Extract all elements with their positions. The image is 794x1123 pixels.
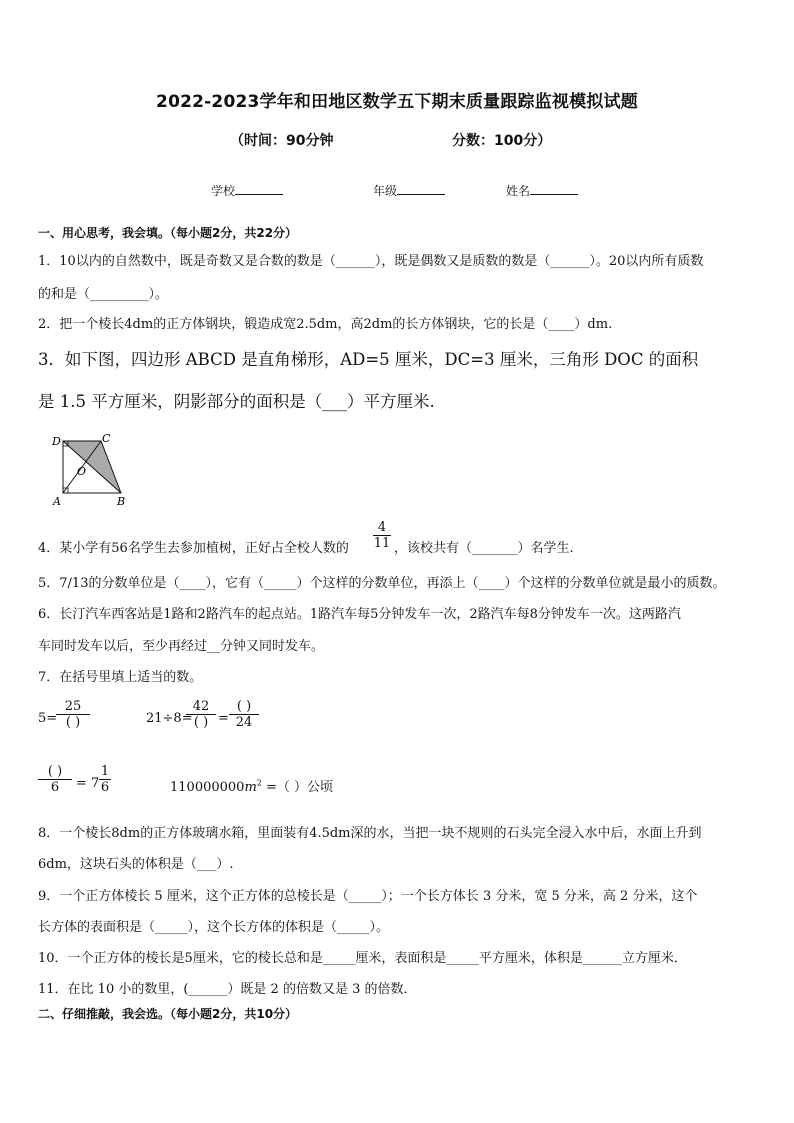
- q7-eq3-fraction1: ( ) 6: [38, 764, 72, 795]
- section-1-heading: 一、用心思考，我会填。（每小题2分，共22分）: [38, 226, 298, 240]
- q7-eq1-left: 5=: [38, 711, 58, 726]
- q7-eq2-fraction1: 42 ( ): [186, 699, 216, 730]
- grade-field[interactable]: 年级: [373, 182, 445, 199]
- q4-fraction: $\frac{4}{11}$: [373, 520, 391, 551]
- q7-eq2-fraction2: ( ) 24: [229, 699, 259, 730]
- q7-eq1-fraction: 25 ( ): [56, 699, 90, 730]
- question-10: 10．一个正方体的棱长是5厘米，它的棱长总和是_____厘米，表面积是_____平方厘米，体积是______立方厘米．: [38, 951, 687, 966]
- label-d: D: [52, 435, 61, 448]
- question-6-line2: 车同时发车以后，至少再经过__分钟又同时发车。: [38, 639, 325, 654]
- question-4-before: 4．某小学有56名学生去参加植树，正好占全校人数的: [38, 541, 349, 556]
- label-c: C: [102, 432, 111, 445]
- question-9-line2: 长方体的表面积是（_____），这个长方体的体积是（_____）。: [38, 920, 390, 935]
- question-11: 11．在比 10 小的数里，(______）既是 2 的倍数又是 3 的倍数．: [38, 982, 417, 997]
- exam-score: 分数：100分）: [452, 133, 552, 149]
- question-8-line1: 8．一个棱长8dm的正方体玻璃水箱，里面装有4.5dm深的水，当把一块不规则的石头完全浸入水中后，水面上升到: [38, 826, 702, 841]
- school-field[interactable]: 学校: [211, 182, 283, 199]
- q7-eq2-left: 21÷8=: [146, 711, 193, 726]
- q7-eq2-equals: =: [218, 711, 229, 726]
- question-4-after: ，该校共有（_______）名学生.: [394, 541, 574, 556]
- page-title: 2022-2023学年和田地区数学五下期末质量跟踪监视模拟试题: [156, 92, 638, 112]
- question-3-line2: 是 1.5 平方厘米，阴影部分的面积是（___）平方厘米.: [38, 392, 435, 411]
- q7-eq3-fraction2: $\frac{1}{6}$: [100, 764, 110, 795]
- label-o: O: [77, 465, 87, 478]
- question-7-stem: 7．在括号里填上适当的数。: [38, 670, 203, 685]
- exam-time: （时间：90分钟: [230, 133, 334, 149]
- q7-eq4: $110000000m^2$ =（ ）公顷: [170, 778, 334, 795]
- question-8-line2: 6dm，这块石头的体积是（___）.: [38, 857, 234, 872]
- label-b: B: [117, 495, 126, 508]
- question-1-line2: 的和是（_________）。: [38, 287, 169, 302]
- question-9-line1: 9．一个正方体棱长 5 厘米，这个正方体的总棱长是（_____）；一个长方体长 3 分米，宽 5 分米，高 2 分米，这个: [38, 889, 698, 904]
- question-6-line1: 6．长汀汽车西客站是1路和2路汽车的起点站。1路汽车每5分钟发车一次，2路汽车每8分钟发车一次。这两路汽: [38, 607, 681, 622]
- question-3-line1: 3．如下图，四边形 ABCD 是直角梯形，AD=5 厘米，DC=3 厘米，三角形 DOC 的面积: [38, 350, 699, 369]
- section-2-heading: 二、仔细推敲，我会选。（每小题2分，共10分）: [38, 1007, 298, 1021]
- question-2: 2．把一个棱长4dm的正方体钢块，锻造成宽2.5dm，高2dm的长方体钢块，它的长是（____）dm.: [38, 317, 613, 332]
- trapezoid-figure: [44, 430, 134, 510]
- name-field[interactable]: 姓名: [506, 182, 578, 199]
- question-5: 5．7/13的分数单位是（____），它有（_____）个这样的分数单位，再添上（____）个这样的分数单位就是最小的质数。: [38, 576, 726, 591]
- q7-eq3-mid: = 7: [76, 776, 100, 791]
- question-1-line1: 1．10以内的自然数中，既是奇数又是合数的数是（______），既是偶数又是质数的数是（______）。20以内所有质数: [38, 254, 704, 269]
- label-a: A: [53, 495, 61, 508]
